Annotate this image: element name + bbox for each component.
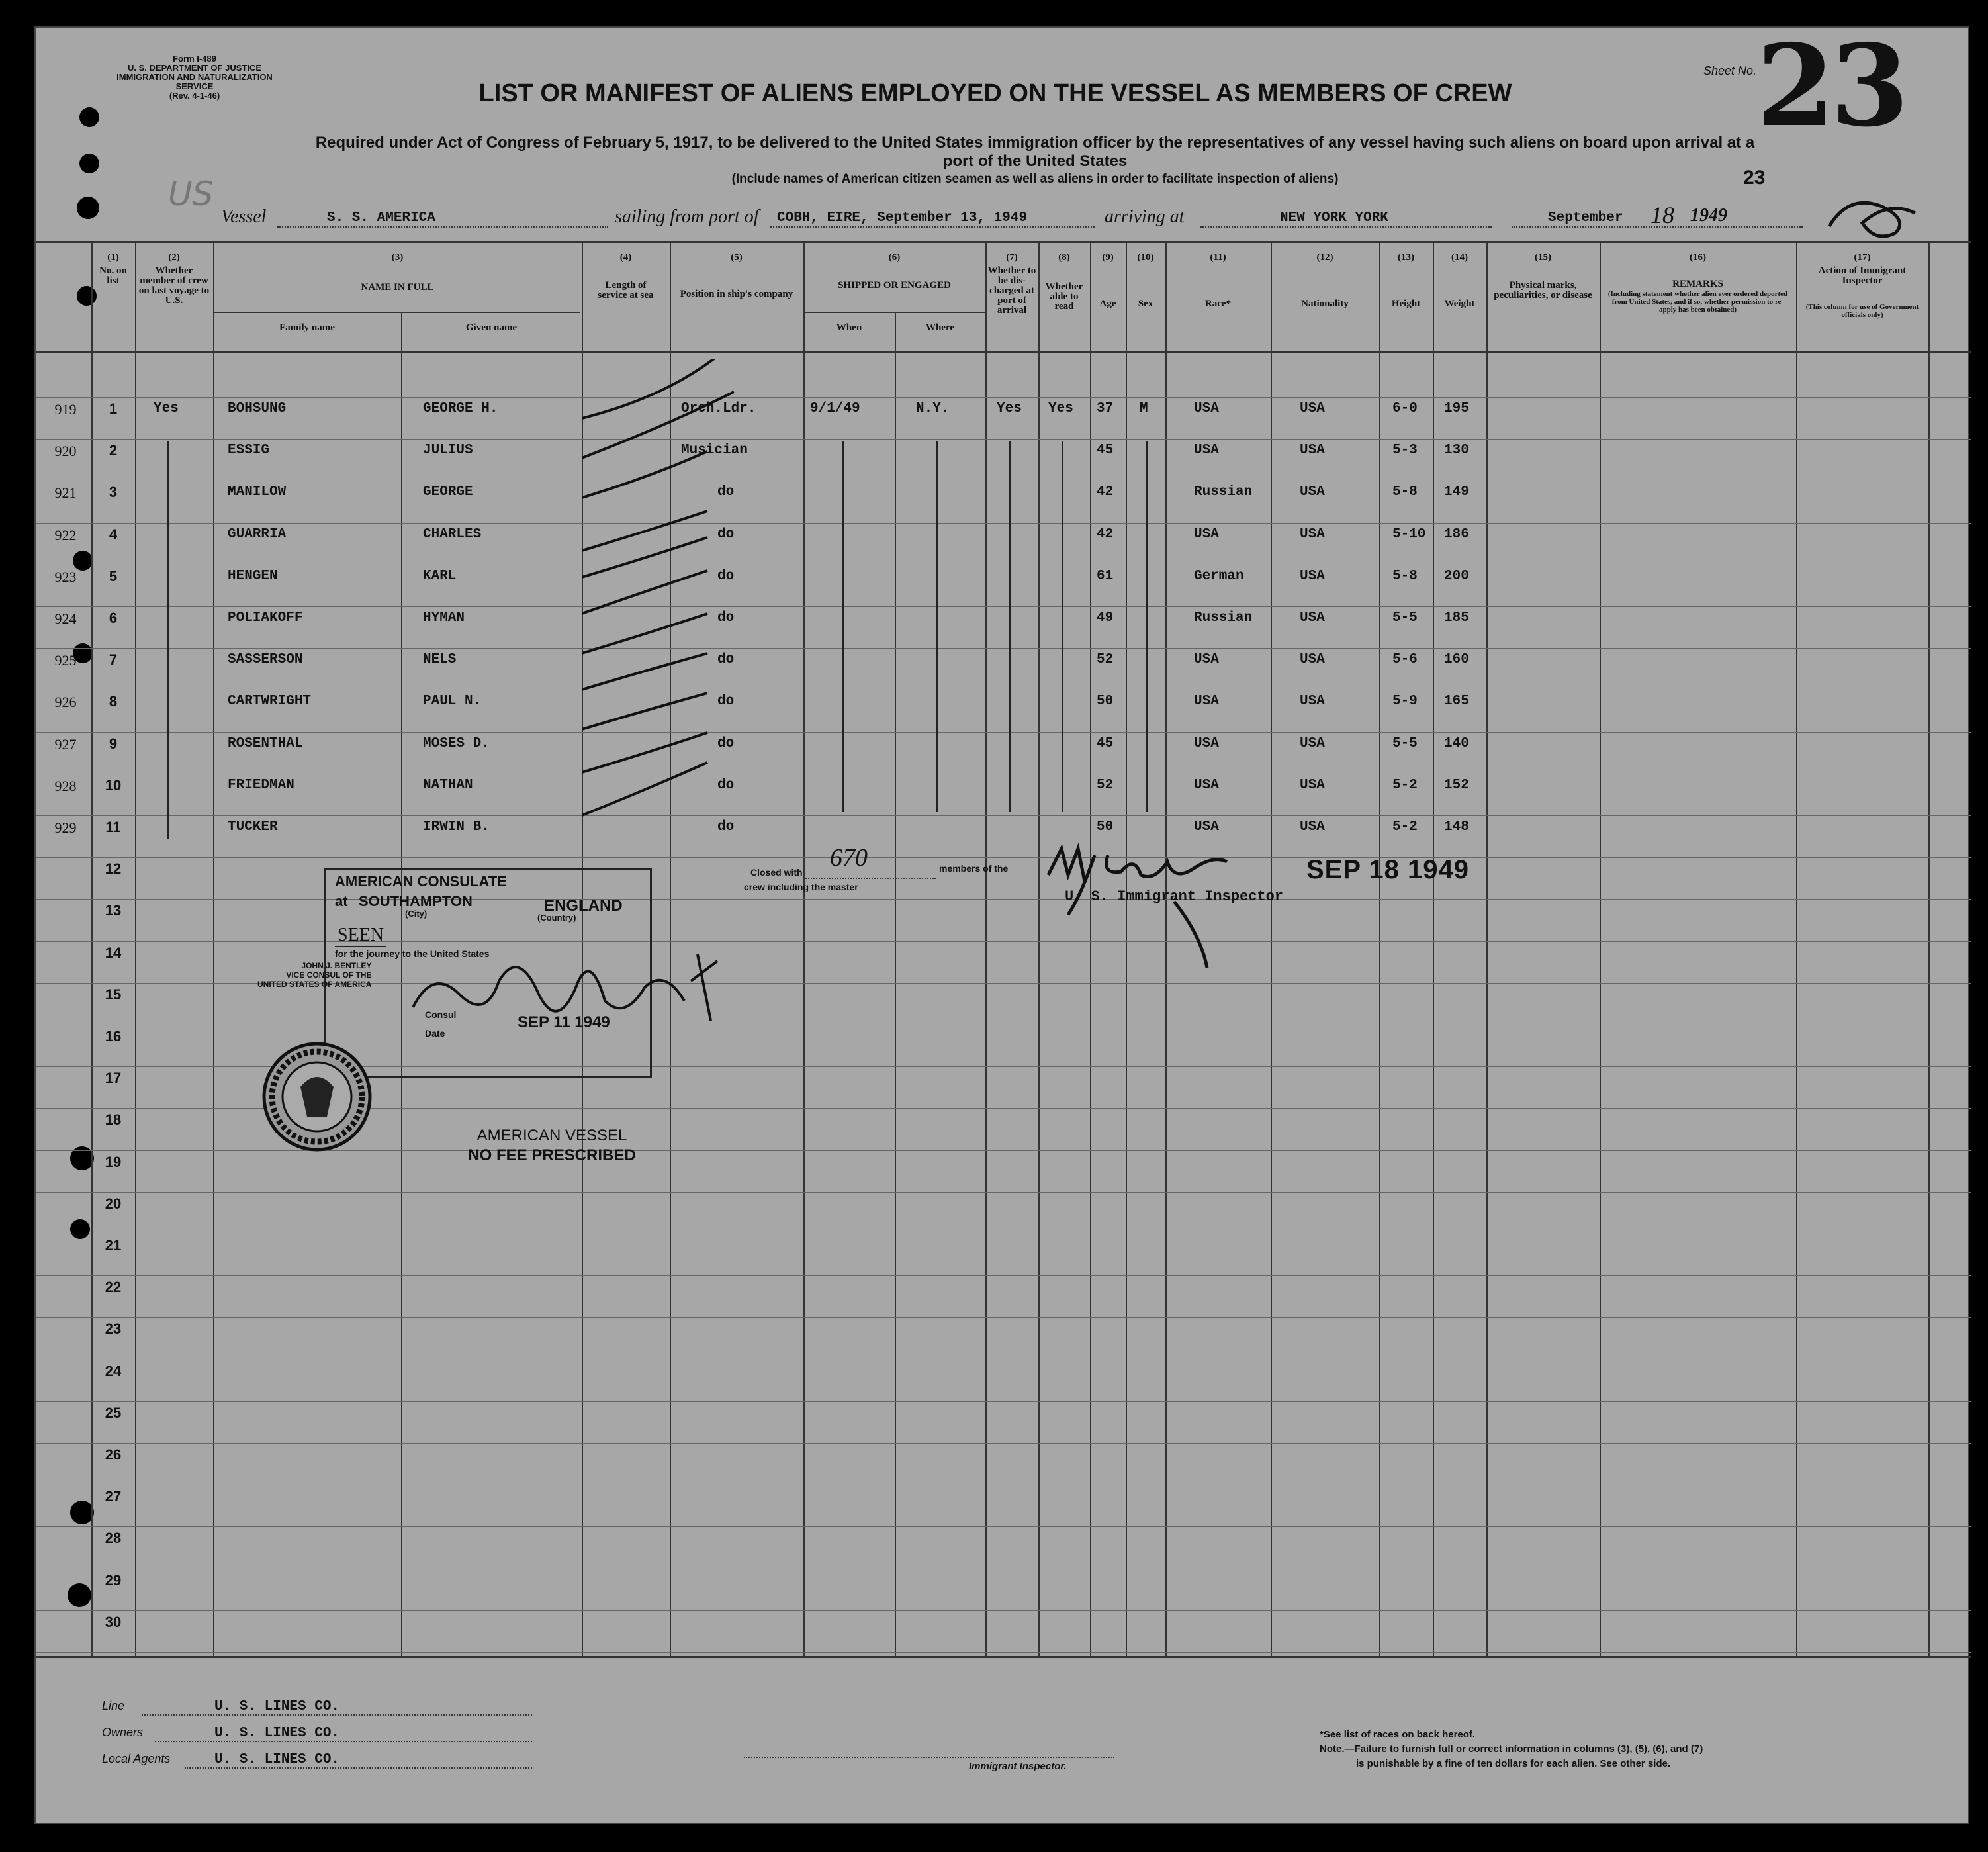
col-3a-header: Family name	[279, 322, 335, 333]
punch-hole	[73, 551, 93, 571]
owners-label: Owners	[102, 1726, 144, 1739]
punch-hole	[68, 1583, 91, 1607]
col-17-header: Action of Immigrant Inspector	[1818, 265, 1907, 286]
race: Russian	[1194, 610, 1253, 625]
col-8-num: (8)	[1058, 252, 1070, 263]
age: 50	[1097, 694, 1114, 709]
consul-signature-block	[257, 961, 371, 989]
form-service: IMMIGRATION AND NATURALIZATION SERVICE	[116, 72, 273, 91]
consul-signature	[406, 941, 724, 1074]
row-number: 7	[109, 651, 118, 668]
date-label: Date	[425, 1028, 445, 1039]
row-number: 3	[109, 484, 118, 500]
nationality: USA	[1300, 736, 1325, 751]
arrival-port: NEW YORK YORK	[1280, 210, 1388, 226]
col-10-num: (10)	[1137, 252, 1154, 263]
race: USA	[1194, 443, 1219, 458]
row-number: 28	[105, 1530, 122, 1546]
consul-title-1: VICE CONSUL OF THE	[286, 970, 372, 980]
discharged: Yes	[997, 401, 1022, 416]
given-name: HYMAN	[423, 610, 465, 625]
col-9-header: Age	[1099, 299, 1116, 309]
row-rule	[36, 439, 1971, 440]
row-rule	[36, 523, 1971, 524]
age: 42	[1097, 527, 1114, 542]
family-name: TUCKER	[228, 819, 278, 835]
ditto-mark	[842, 441, 844, 812]
position: Musician	[681, 443, 748, 458]
sex: M	[1140, 401, 1148, 416]
given-name: GEORGE H.	[423, 401, 498, 416]
consulate-at: at	[335, 893, 348, 909]
margin-number: 924	[54, 610, 77, 627]
row-number: 10	[105, 777, 122, 794]
row-number: 8	[109, 693, 118, 710]
position: Orch.Ldr.	[681, 401, 756, 416]
row-rule	[36, 1192, 1971, 1193]
margin-number: 920	[54, 443, 77, 459]
row-number: 11	[105, 819, 121, 835]
height: 5-2	[1392, 778, 1418, 793]
col-15-header: Physical marks, peculiarities, or disease	[1494, 280, 1592, 301]
col-12-num: (12)	[1316, 252, 1333, 263]
arrival-day: 18	[1650, 202, 1674, 228]
ditto-mark	[1062, 441, 1063, 812]
weight: 148	[1444, 819, 1469, 835]
height: 5-5	[1392, 610, 1418, 625]
sheet-number-small: 23	[1743, 167, 1766, 189]
col-13-header: Height	[1391, 299, 1421, 309]
closed-with-label: Closed with	[750, 867, 803, 878]
col-6b-header: Where	[925, 322, 955, 333]
position: do	[717, 527, 735, 542]
col-11-num: (11)	[1210, 252, 1226, 263]
row-rule	[36, 1401, 1971, 1402]
row-rule	[36, 397, 1971, 398]
nationality: USA	[1300, 778, 1325, 793]
form-identifier	[109, 54, 281, 101]
family-name: ESSIG	[228, 443, 270, 458]
table-header-bottom	[36, 351, 1971, 353]
col-3-header: NAME IN FULL	[361, 282, 434, 293]
sheet-number: 23	[1756, 20, 1905, 152]
fee-stamp-line1: AMERICAN VESSEL	[476, 1127, 627, 1144]
row-number: 13	[105, 902, 122, 919]
punch-hole	[70, 1219, 90, 1239]
form-department: U. S. DEPARTMENT OF JUSTICE	[128, 63, 261, 73]
col-5-header: Position in ship's company	[680, 289, 793, 299]
col-12-header: Nationality	[1301, 299, 1349, 309]
nationality: USA	[1300, 694, 1325, 709]
nationality: USA	[1300, 401, 1325, 416]
subtitle-requirement: Required under Act of Congress of February 5, 1917, to be delivered to the United States immigration officer by the representatives of any vessel having such aliens on board upon arrival at a	[315, 134, 1755, 152]
inspection-date-stamp: SEP 18 1949	[1306, 855, 1470, 884]
city-label: (City)	[405, 909, 428, 919]
row-number: 22	[105, 1279, 122, 1295]
weight: 200	[1444, 569, 1469, 584]
penalty-note-1: Note.—Failure to furnish full or correct information in columns (3), (5), (6), and (7)	[1320, 1743, 1703, 1755]
row-rule	[36, 732, 1971, 733]
consulate-date: SEP 11 1949	[518, 1013, 610, 1031]
row-rule	[36, 1443, 1971, 1444]
position: do	[717, 778, 735, 793]
position: do	[717, 569, 735, 584]
height: 5-6	[1392, 652, 1418, 667]
position: do	[717, 819, 735, 835]
position: do	[717, 736, 735, 751]
col-5-num: (5)	[731, 252, 743, 263]
col-8-header: Whether able to read	[1045, 281, 1083, 312]
given-name: MOSES D.	[423, 736, 490, 751]
consular-seal	[261, 1041, 373, 1153]
row-number: 24	[105, 1363, 122, 1379]
consulate-title: AMERICAN CONSULATE	[335, 873, 507, 890]
fee-stamp-line2: NO FEE PRESCRIBED	[468, 1146, 636, 1164]
given-name: CHARLES	[423, 527, 482, 542]
margin-number: 926	[54, 694, 77, 710]
col-17-num: (17)	[1854, 252, 1871, 263]
margin-number: 919	[54, 401, 77, 418]
punch-hole	[70, 1501, 94, 1524]
service-strike-marks	[582, 359, 741, 842]
col-4-header: Length of service at sea	[598, 280, 654, 301]
vessel-label: Vessel	[221, 207, 267, 227]
punch-hole	[79, 154, 99, 173]
race: USA	[1194, 819, 1219, 835]
row-number: 20	[105, 1195, 122, 1212]
col-4-num: (4)	[619, 252, 632, 263]
row-number: 21	[105, 1237, 122, 1254]
given-name: GEORGE	[423, 485, 473, 500]
col-14-header: Weight	[1444, 299, 1475, 309]
age: 49	[1097, 610, 1114, 625]
row-rule	[36, 1526, 1971, 1527]
row-number: 6	[109, 610, 118, 626]
table-top-border	[36, 241, 1971, 243]
row-number: 26	[105, 1446, 122, 1463]
members-label: members of the	[939, 863, 1009, 874]
inspector-signature	[1042, 835, 1280, 981]
row-number: 23	[105, 1320, 122, 1337]
row-number: 4	[109, 526, 118, 543]
height: 5-8	[1392, 485, 1418, 500]
given-name: JULIUS	[423, 443, 473, 458]
weight: 160	[1444, 652, 1469, 667]
col-11-header: Race*	[1204, 299, 1232, 309]
col-14-num: (14)	[1451, 252, 1468, 263]
age: 42	[1097, 485, 1114, 500]
weight: 186	[1444, 527, 1469, 542]
row-number: 27	[105, 1488, 122, 1505]
height: 5-9	[1392, 694, 1418, 709]
nationality: USA	[1300, 527, 1325, 542]
col-3b-header: Given name	[465, 322, 518, 333]
family-name: HENGEN	[228, 569, 278, 584]
row-rule	[36, 1610, 1971, 1611]
position: do	[717, 652, 735, 667]
col-6a-header: When	[836, 322, 862, 333]
row-number: 5	[109, 568, 118, 584]
races-note: *See list of races on back hereof.	[1320, 1729, 1476, 1740]
family-name: MANILOW	[228, 485, 287, 500]
row-rule	[36, 815, 1971, 816]
race: USA	[1194, 736, 1219, 751]
height: 5-2	[1392, 819, 1418, 835]
crew-last-voyage: Yes	[154, 401, 179, 416]
height: 5-8	[1392, 569, 1418, 584]
row-rule	[36, 1317, 1971, 1318]
punch-hole	[79, 107, 99, 127]
margin-number: 923	[54, 569, 77, 585]
col-16-num: (16)	[1690, 252, 1706, 263]
nationality: USA	[1300, 443, 1325, 458]
position: do	[717, 485, 735, 500]
given-name: NELS	[423, 652, 457, 667]
manifest-sheet	[34, 20, 1969, 1824]
form-number: Form I-489	[173, 54, 216, 64]
col-1-num: (1)	[107, 252, 119, 263]
nationality: USA	[1300, 485, 1325, 500]
punch-hole	[77, 197, 99, 219]
col-17-subheader: (This column for use of Government officials only)	[1805, 303, 1919, 319]
family-name: CARTWRIGHT	[228, 694, 312, 709]
col-13-num: (13)	[1398, 252, 1414, 263]
handwritten-note: US	[168, 175, 214, 213]
height: 6-0	[1392, 401, 1418, 416]
row-number: 15	[105, 986, 122, 1003]
race: USA	[1194, 401, 1219, 416]
family-name: GUARRIA	[228, 527, 287, 542]
row-number: 1	[109, 400, 118, 417]
vessel-name: S. S. AMERICA	[327, 210, 435, 226]
family-name: POLIAKOFF	[228, 610, 303, 625]
margin-number: 927	[54, 736, 77, 753]
arriving-label: arriving at	[1105, 207, 1185, 227]
table-bottom-border	[36, 1656, 1971, 1658]
given-name: KARL	[423, 569, 457, 584]
margin-number: 921	[54, 485, 77, 501]
penalty-note-2: is punishable by a fine of ten dollars for each alien. See other side.	[1356, 1758, 1671, 1769]
departure-port: COBH, EIRE, September 13, 1949	[777, 210, 1028, 226]
weight: 185	[1444, 610, 1469, 625]
row-number: 12	[105, 860, 122, 877]
sailing-label: sailing from port of	[615, 207, 759, 227]
age: 52	[1097, 778, 1114, 793]
col-15-num: (15)	[1535, 252, 1551, 263]
scribble-mark	[1823, 187, 1922, 246]
engaged-when: 9/1/49	[810, 401, 860, 416]
age: 61	[1097, 569, 1114, 584]
weight: 140	[1444, 736, 1469, 751]
height: 5-5	[1392, 736, 1418, 751]
consul-label: Consul	[425, 1009, 457, 1020]
col-2-num: (2)	[168, 252, 180, 263]
row-rule	[36, 606, 1971, 607]
immigrant-inspector-label: Immigrant Inspector.	[969, 1761, 1067, 1772]
age: 37	[1097, 401, 1114, 416]
col-10-header: Sex	[1138, 299, 1153, 309]
race: USA	[1194, 527, 1219, 542]
ditto-mark	[167, 441, 169, 839]
sheet-label: Sheet No.	[1703, 64, 1757, 77]
family-name: ROSENTHAL	[228, 736, 303, 751]
race: German	[1194, 569, 1244, 584]
race: USA	[1194, 694, 1219, 709]
race: USA	[1194, 652, 1219, 667]
col-9-num: (9)	[1102, 252, 1114, 263]
nationality: USA	[1300, 819, 1325, 835]
row-rule	[36, 1652, 1971, 1653]
arrival-month: September	[1548, 210, 1623, 226]
owners-value: U. S. LINES CO.	[214, 1726, 340, 1741]
line-value: U. S. LINES CO.	[214, 1699, 340, 1714]
nationality: USA	[1300, 610, 1325, 625]
consulate-country: ENGLAND	[544, 897, 623, 915]
arrival-year: 1949	[1690, 205, 1727, 226]
age: 45	[1097, 443, 1114, 458]
col-2-header: Whether member of crew on last voyage to U.S.	[138, 265, 210, 306]
subtitle-port: port of the United States	[942, 152, 1128, 170]
weight: 152	[1444, 778, 1469, 793]
able-to-read: Yes	[1048, 401, 1073, 416]
line-label: Line	[102, 1699, 125, 1712]
col-16-subheader: (Including statement whether alien ever ordered deported from United States, and if so, whether permission to re-apply has been obtained)	[1607, 290, 1788, 314]
position: do	[717, 610, 735, 625]
given-name: NATHAN	[423, 778, 473, 793]
row-number: 18	[105, 1111, 122, 1128]
height: 5-10	[1392, 527, 1426, 542]
weight: 165	[1444, 694, 1469, 709]
weight: 195	[1444, 401, 1469, 416]
row-rule	[36, 857, 1971, 858]
given-name: PAUL N.	[423, 694, 482, 709]
ditto-mark	[936, 441, 938, 812]
form-revision: (Rev. 4-1-46)	[169, 91, 220, 101]
margin-number: 925	[54, 652, 77, 669]
row-number: 17	[105, 1070, 122, 1086]
margin-number: 922	[54, 527, 77, 543]
col-16-header: REMARKS	[1672, 279, 1723, 289]
family-name: SASSERSON	[228, 652, 303, 667]
col-1-header: No. on list	[99, 265, 127, 286]
weight: 149	[1444, 485, 1469, 500]
position: do	[717, 694, 735, 709]
age: 45	[1097, 736, 1114, 751]
col-3-num: (3)	[391, 252, 404, 263]
row-number: 2	[109, 442, 118, 459]
margin-number: 929	[54, 819, 77, 836]
row-number: 19	[105, 1154, 122, 1170]
journey-label: for the journey to the United States	[335, 949, 490, 959]
engaged-where: N.Y.	[916, 401, 950, 416]
punch-hole	[77, 286, 97, 306]
col-7-header: Whether to be dis-charged at port of arrival	[987, 265, 1036, 316]
race: USA	[1194, 778, 1219, 793]
col-7-num: (7)	[1006, 252, 1018, 263]
agents-value: U. S. LINES CO.	[214, 1752, 340, 1767]
age: 52	[1097, 652, 1114, 667]
crew-master-label: crew including the master	[744, 882, 858, 892]
nationality: USA	[1300, 652, 1325, 667]
page-title: LIST OR MANIFEST OF ALIENS EMPLOYED ON THE VESSEL AS MEMBERS OF CREW	[478, 79, 1512, 107]
row-rule	[36, 1275, 1971, 1276]
ditto-mark	[1009, 441, 1011, 812]
row-number: 14	[105, 945, 122, 961]
row-number: 9	[109, 735, 118, 752]
height: 5-3	[1392, 443, 1418, 458]
nationality: USA	[1300, 569, 1325, 584]
consul-title-2: UNITED STATES OF AMERICA	[257, 980, 372, 989]
age: 50	[1097, 819, 1114, 835]
race: Russian	[1194, 485, 1253, 500]
row-number: 25	[105, 1405, 122, 1421]
row-number: 29	[105, 1572, 122, 1589]
agents-label: Local Agents	[102, 1752, 171, 1765]
family-name: FRIEDMAN	[228, 778, 294, 793]
country-label: (Country)	[537, 913, 576, 923]
row-rule	[36, 648, 1971, 649]
col-6-num: (6)	[888, 252, 901, 263]
family-name: BOHSUNG	[228, 401, 287, 416]
margin-number: 928	[54, 778, 77, 794]
subtitle-instructions: (Include names of American citizen seamen as well as aliens in order to facilitate inspection of aliens)	[731, 172, 1339, 186]
consulate-city: SOUTHAMPTON	[359, 893, 473, 909]
inspector-title: U. S. Immigrant Inspector	[1065, 888, 1284, 905]
row-number: 30	[105, 1614, 122, 1630]
given-name: IRWIN B.	[423, 819, 490, 835]
consul-name: JOHN J. BENTLEY	[301, 961, 372, 970]
weight: 130	[1444, 443, 1469, 458]
row-number: 16	[105, 1028, 122, 1044]
ditto-mark	[1146, 441, 1148, 812]
seen-stamp: SEEN	[335, 925, 386, 947]
crew-count: 670	[830, 844, 868, 872]
col-6-header: SHIPPED OR ENGAGED	[838, 280, 951, 291]
